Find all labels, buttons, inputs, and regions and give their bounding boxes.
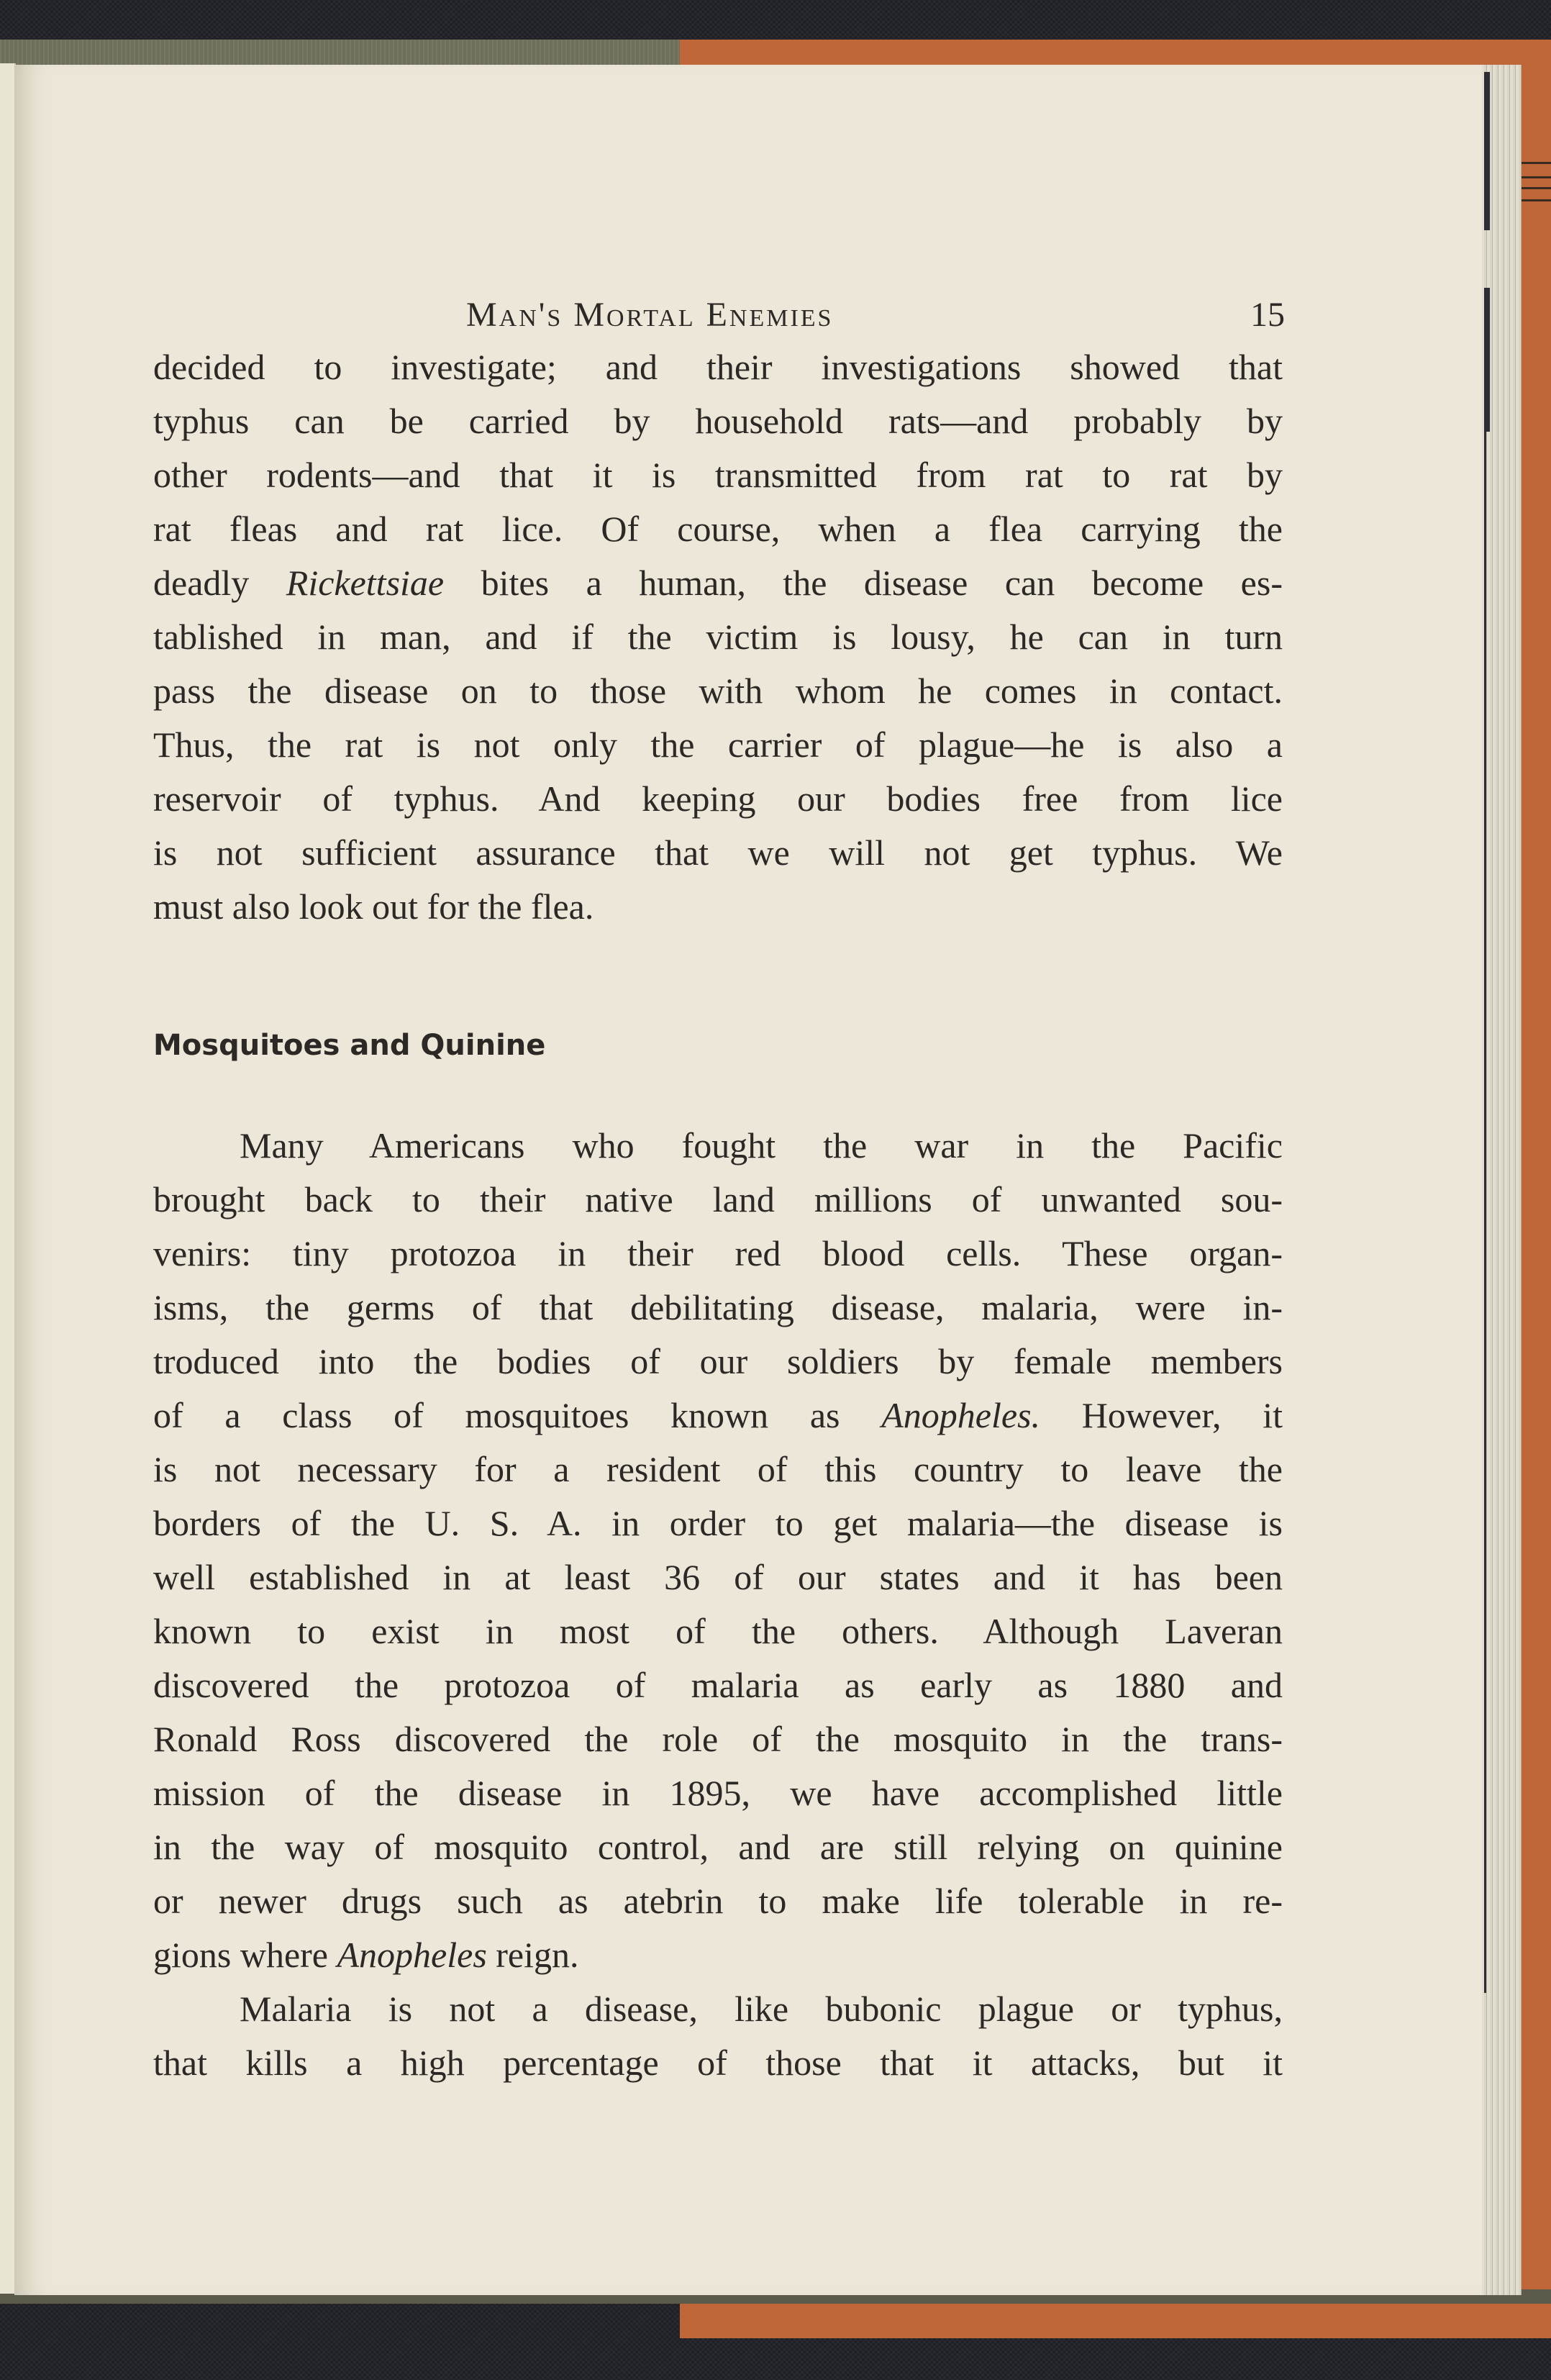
section-heading: Mosquitoes and Quinine [153,1029,546,1062]
text-run: However, it [1040,1395,1283,1435]
italic-term: Anopheles [337,1935,487,1975]
text-run: of a class of mosquitoes known as [153,1395,882,1435]
text-line: mission of the disease in 1895, we have accomplished little [153,1773,1283,1813]
paragraph-2 [153,1119,1283,1982]
text-line: other rodents—and that it is transmitted from rat to rat by [153,455,1283,495]
edge-shadow [1484,410,1486,1993]
text-run: deadly [153,563,286,603]
running-head-title: Man's Mortal Enemies [466,296,834,334]
page-number: 15 [1250,296,1285,334]
text-line: venirs: tiny protozoa in their red blood cells. These organ- [153,1233,1283,1273]
text-line: reservoir of typhus. And keeping our bodies free from lice [153,778,1283,819]
text-line: tablished in man, and if the victim is lousy, he can in turn [153,617,1283,657]
text-run: gions where [153,1935,337,1975]
text-run: reign. [486,1935,579,1975]
text-line: borders of the U. S. A. in order to get malaria—the disease is [153,1503,1283,1543]
text-line [153,1389,1283,1443]
text-line: is not sufficient assurance that we will not get typhus. We [153,832,1283,873]
paragraph-1 [153,340,1283,934]
page-fore-edge [1478,65,1522,2295]
text-line: brought back to their native land millions of unwanted sou- [153,1179,1283,1219]
text-line: in the way of mosquito control, and are still relying on quinine [153,1827,1283,1867]
text-line: Ronald Ross discovered the role of the mosquito in the trans- [153,1719,1283,1759]
text-run: bites a human, the disease can become es- [444,563,1283,603]
text-line: Malaria is not a disease, like bubonic plague or typhus, [240,1989,1283,2029]
text-line: known to exist in most of the others. Although Laveran [153,1611,1283,1651]
text-line: or newer drugs such as atebrin to make life tolerable in re- [153,1881,1283,1921]
text-line [153,1928,1283,1982]
text-line [153,556,1283,610]
text-line: that kills a high percentage of those that it attacks, but it [153,2043,1283,2083]
italic-term: Anopheles. [881,1395,1041,1435]
text-line: typhus can be carried by household rats—and probably by [153,401,1283,441]
edge-shadow [1484,72,1490,230]
text-line: isms, the germs of that debilitating disease, malaria, were in- [153,1287,1283,1327]
running-head [14,295,1482,345]
book-page [14,65,1482,2295]
italic-term: Rickettsiae [286,563,445,603]
text-line: must also look out for the flea. [153,886,594,927]
previous-page-edge [0,63,16,2294]
text-line: is not necessary for a resident of this country to leave the [153,1449,1283,1489]
paragraph-3 [153,1982,1283,2090]
text-line: discovered the protozoa of malaria as early as 1880 and [153,1665,1283,1705]
text-line: Thus, the rat is not only the carrier of plague—he is also a [153,725,1283,765]
text-line: pass the disease on to those with whom he comes in contact. [153,671,1283,711]
text-line: Many Americans who fought the war in the Pacific [240,1125,1283,1166]
text-line: well established in at least 36 of our states and it has been [153,1557,1283,1597]
text-line: troduced into the bodies of our soldiers by female members [153,1341,1283,1381]
text-line: rat fleas and rat lice. Of course, when a flea carrying the [153,509,1283,549]
text-line: decided to investigate; and their investigations showed that [153,347,1283,387]
